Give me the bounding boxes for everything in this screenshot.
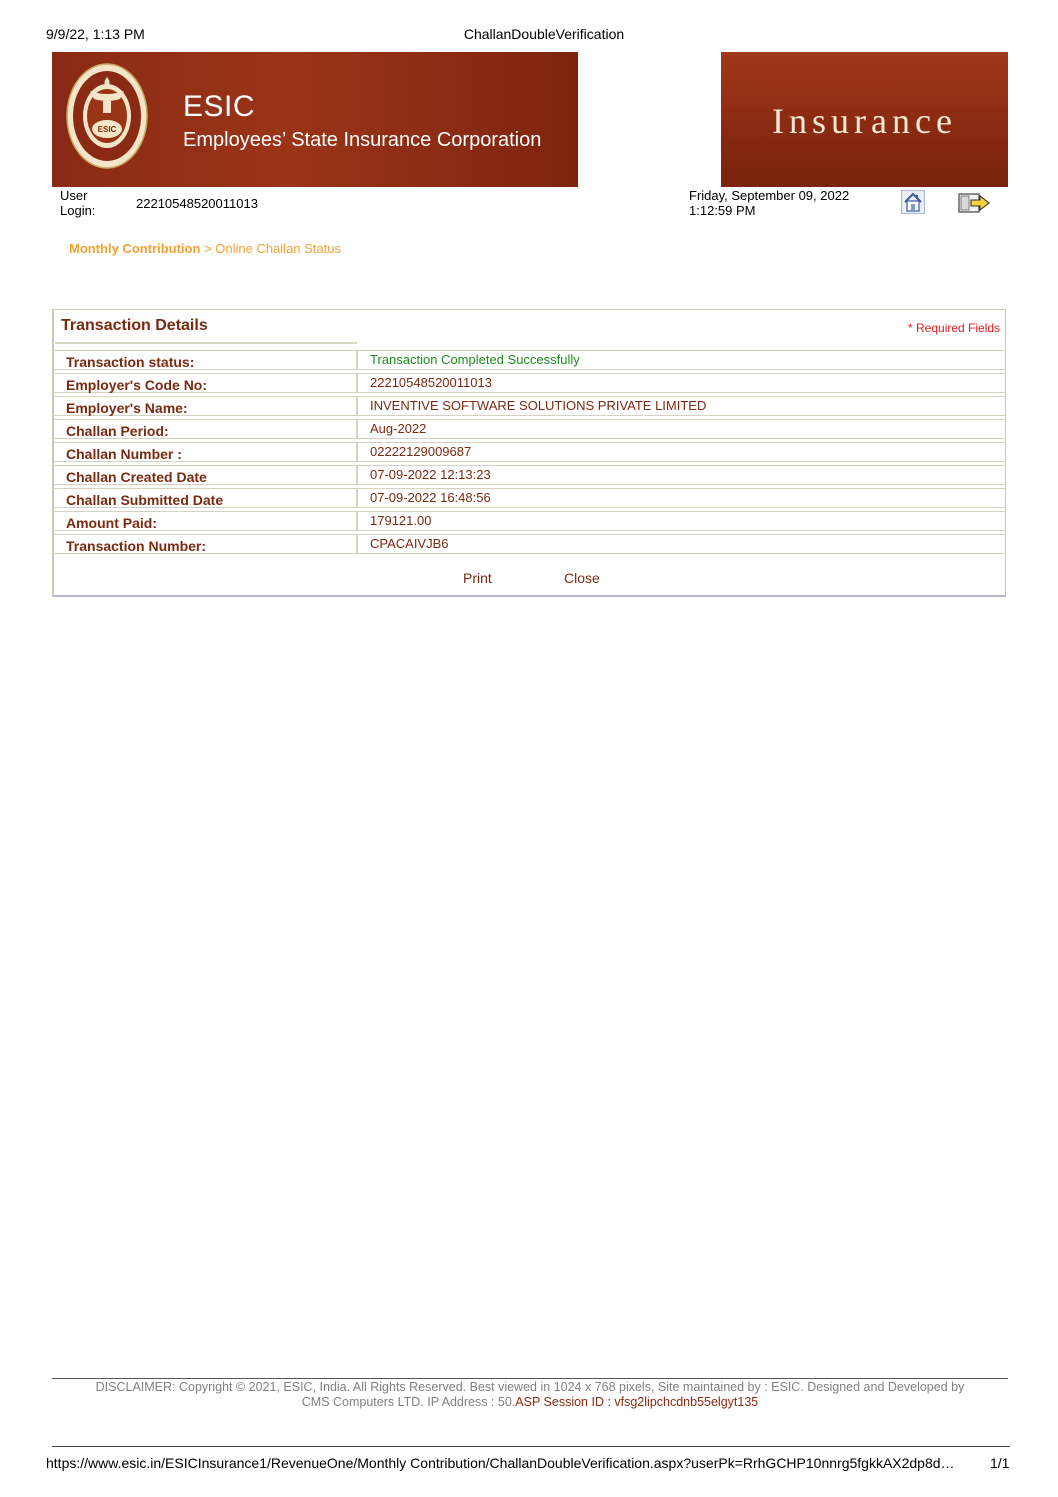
session-id: ASP Session ID : vfsg2lipchcdnb55elgyt135 [515,1395,759,1409]
disclaimer-line1: DISCLAIMER: Copyright © 2021, ESIC, India. All Rights Reserved. Best viewed in 1024 x 768 pixels, Site maintained by : ESIC. Designed and Developed by [95,1380,965,1394]
disclaimer [52,1380,1008,1410]
home-icon[interactable] [901,190,925,214]
row-label: Challan Period: [53,420,358,438]
table-row [53,465,1006,485]
current-date: Friday, September 09, 2022 [689,188,850,203]
row-label: Transaction Number: [53,535,358,553]
esic-full-name: Employees’ State Insurance Corporation [183,129,542,151]
print-button[interactable]: Print [463,570,492,586]
page-url: https://www.esic.in/ESICInsurance1/RevenueOne/Monthly Contribution/ChallanDoubleVerification.aspx?userPk=RrhGCHP10nnrg5fgkkAX2dp8d… [46,1455,955,1471]
required-fields-note: * Required Fields [908,321,1001,335]
row-value: 07-09-2022 16:48:56 [370,490,491,505]
row-label: Amount Paid: [53,512,358,530]
breadcrumb-online-challan-status: Online Challan Status [215,241,341,256]
row-label: Challan Submitted Date [53,489,358,507]
breadcrumb-separator: > [200,241,216,256]
breadcrumb [69,241,341,256]
print-page-title: ChallanDoubleVerification [463,26,625,42]
panel-title: Transaction Details [61,317,208,334]
svg-text:ESIC: ESIC [97,125,117,134]
user-login-value: 22210548520011013 [136,196,258,211]
print-footer-divider [52,1446,1010,1447]
insurance-banner [721,52,1008,187]
current-datetime [689,188,849,218]
row-label: Transaction status: [53,351,358,369]
user-label-line2: Login: [60,203,96,218]
esic-abbreviation: ESIC [183,90,256,123]
user-login-label [60,188,110,218]
current-time: 1:12:59 PM [689,203,756,218]
row-value: Aug-2022 [370,421,427,436]
row-label: Challan Number : [53,443,358,461]
page-number: 1/1 [990,1455,1010,1471]
row-value: 179121.00 [370,513,432,528]
print-date: 9/9/22, 1:13 PM [46,26,145,42]
row-label: Challan Created Date [53,466,358,484]
disclaimer-line2-wrap [52,1395,1008,1410]
row-label: Employer's Name: [53,397,358,415]
table-row [53,534,1006,554]
transaction-details-table [53,350,1006,557]
table-row [53,442,1006,462]
row-value: 07-09-2022 12:13:23 [370,467,491,482]
esic-banner [52,52,578,187]
table-row [53,396,1006,416]
row-value: 02222129009687 [370,444,472,459]
table-row [53,350,1006,370]
close-button[interactable]: Close [564,570,600,586]
title-divider [55,342,357,344]
transaction-status-value: Transaction Completed Successfully [370,352,580,367]
logout-icon[interactable] [958,191,990,215]
disclaimer-line2: CMS Computers LTD. IP Address : 50. [301,1395,516,1409]
table-row [53,419,1006,439]
row-value: CPACAIVJB6 [370,536,449,551]
row-value: 22210548520011013 [370,375,492,390]
row-value: INVENTIVE SOFTWARE SOLUTIONS PRIVATE LIMITED [370,398,707,413]
breadcrumb-monthly-contribution[interactable]: Monthly Contribution [69,241,201,256]
esic-logo [66,63,148,169]
table-row [53,488,1006,508]
table-row [53,373,1006,393]
table-row [53,511,1006,531]
row-label: Employer's Code No: [53,374,358,392]
user-label-line1: User [60,188,88,203]
footer-divider [52,1378,1008,1379]
insurance-text: Insurance [772,101,957,141]
